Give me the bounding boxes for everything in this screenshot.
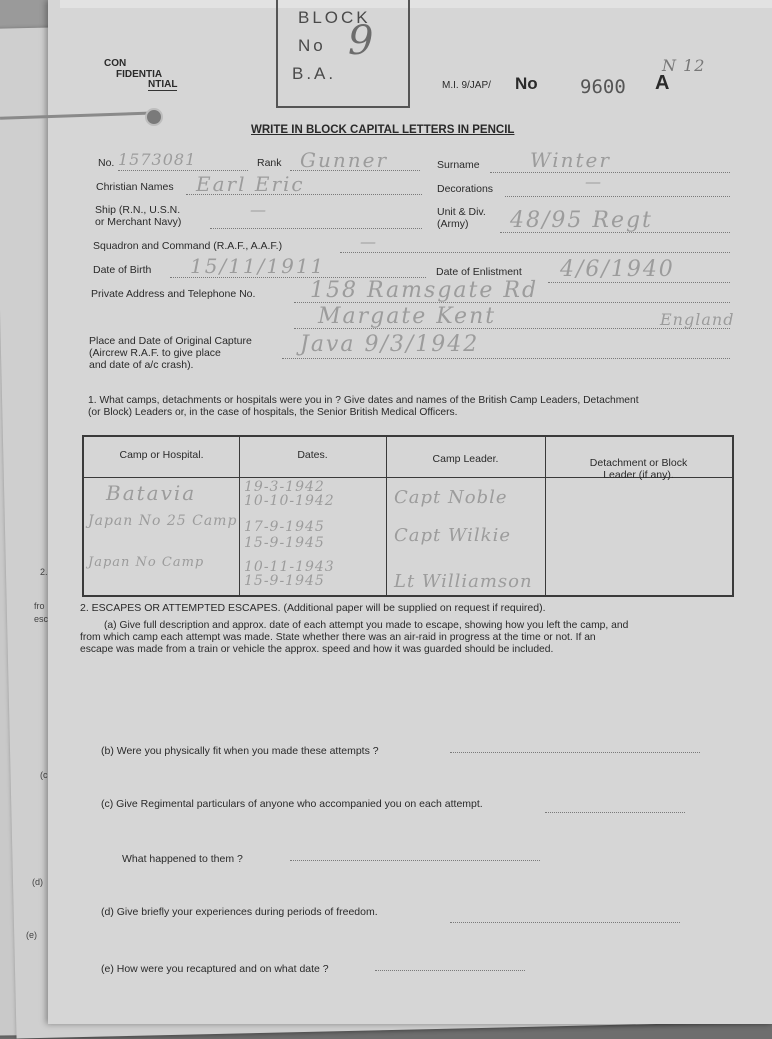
address-line-1 — [294, 302, 730, 303]
ship-value: — — [250, 200, 267, 219]
squadron-line — [340, 252, 730, 253]
col-header-camp: Camp or Hospital. — [119, 449, 204, 461]
form-no-label: No — [515, 74, 538, 93]
no-line — [118, 170, 248, 171]
answer-line-2c-followup — [290, 860, 540, 861]
question-2e: (e) How were you recaptured and on what date ? — [101, 963, 329, 975]
stamp-line3: B.A. — [292, 64, 337, 83]
unit-label-1: Unit & Div. — [437, 206, 486, 218]
decorations-line — [505, 196, 730, 197]
table-cell-leader: Lt Williamson — [394, 571, 533, 592]
surname-value: Winter — [530, 148, 611, 172]
ship-label-1: Ship (R.N., U.S.N. — [95, 204, 181, 216]
address-value-1: 158 Ramsgate Rd — [310, 278, 539, 303]
question-2d: (d) Give briefly your experiences during periods of freedom. — [101, 906, 378, 918]
punch-hole — [145, 108, 163, 126]
table-cell-dates: 15-9-1945 — [244, 535, 325, 551]
table-cell-dates: 15-9-1945 — [244, 573, 325, 589]
table-cell-leader: Capt Wilkie — [394, 525, 511, 546]
question-2a-line2: from which camp each attempt was made. State whether there was an air-raid in progress at the time or not. If an — [80, 632, 596, 643]
question-2-title: 2. ESCAPES OR ATTEMPTED ESCAPES. (Additional paper will be supplied on request if required). — [80, 602, 546, 614]
address-line-2 — [294, 328, 730, 329]
col-header-dates: Dates. — [297, 449, 328, 461]
enlistment-value: 4/6/1940 — [560, 257, 675, 282]
form-number: 9600 — [580, 76, 626, 98]
decorations-value: — — [585, 172, 602, 191]
capture-value: Java 9/3/1942 — [300, 332, 480, 357]
question-2c-followup: What happened to them ? — [122, 853, 243, 865]
capture-label-3: and date of a/c crash). — [89, 359, 194, 371]
question-2a-line1: (a) Give full description and approx. date of each attempt you made to escape, showing how you left the camp, and — [104, 620, 629, 631]
answer-line-2d — [450, 922, 680, 923]
block-stamp — [276, 0, 410, 108]
table-cell-camp: Japan No 25 Camp — [88, 513, 238, 529]
camps-table — [82, 435, 734, 597]
underlay-text-d: (d) — [32, 877, 43, 887]
no-label: No. — [98, 157, 115, 169]
classification-line3: NTIAL — [148, 79, 178, 90]
no-value: 1573081 — [118, 150, 197, 169]
question-1-line1: 1. What camps, detachments or hospitals were you in ? Give dates and names of the British Camp Leaders, Detachment — [88, 395, 639, 406]
form-letter: A — [655, 72, 670, 94]
capture-label-1: Place and Date of Original Capture — [89, 335, 252, 347]
question-2b: (b) Were you physically fit when you made these attempts ? — [101, 745, 379, 757]
stamp-line2: No — [298, 36, 326, 55]
table-cell-leader: Capt Noble — [394, 487, 508, 508]
christian-names-value: Earl Eric — [196, 172, 305, 196]
col-header-camp-leader: Camp Leader. — [432, 453, 499, 465]
underlay-text-fro: fro — [34, 601, 45, 611]
underlay-text-e: (e) — [26, 930, 37, 940]
ship-label-2: or Merchant Navy) — [95, 216, 182, 228]
stamp-number: 9 — [348, 18, 376, 64]
answer-line-2b — [450, 752, 700, 753]
capture-line — [282, 358, 730, 359]
dob-value: 15/11/1911 — [190, 254, 326, 278]
answer-line-2c — [545, 812, 685, 813]
underlay-number: 2. — [40, 567, 48, 577]
classification-line2: FIDENTIA — [116, 69, 163, 80]
capture-label-2: (Aircrew R.A.F. to give place — [89, 347, 221, 359]
table-cell-dates: 19-3-1942 — [244, 479, 325, 495]
surname-line — [490, 172, 730, 173]
question-2c: (c) Give Regimental particulars of anyone who accompanied you on each attempt. — [101, 798, 483, 810]
answer-line-2e — [375, 970, 525, 971]
ship-line — [210, 228, 422, 229]
decorations-label: Decorations — [437, 183, 494, 195]
squadron-label: Squadron and Command (R.A.F., A.A.F.) — [93, 240, 283, 252]
squadron-value: — — [360, 232, 377, 251]
unit-line — [500, 232, 730, 233]
address-value-3: England — [660, 310, 735, 329]
enlistment-line — [548, 282, 730, 283]
christian-names-label: Christian Names — [96, 181, 174, 193]
rank-value: Gunner — [300, 148, 389, 172]
form-annotation: N 12 — [662, 56, 706, 75]
surname-label: Surname — [437, 159, 480, 171]
enlistment-label: Date of Enlistment — [436, 266, 522, 278]
dob-label: Date of Birth — [93, 264, 152, 276]
col-header-detachment-1: Detachment or Block — [589, 457, 688, 469]
unit-label-2: (Army) — [437, 218, 469, 230]
table-cell-dates: 10-11-1943 — [244, 559, 335, 575]
classification-line1: CON — [104, 58, 127, 69]
table-cell-camp: Batavia — [106, 481, 197, 505]
table-cell-dates: 10-10-1942 — [244, 493, 335, 509]
table-cell-dates: 17-9-1945 — [244, 519, 325, 535]
question-1-line2: (or Block) Leaders or, in the case of hospitals, the Senior British Medical Officers. — [88, 407, 458, 418]
col-header-detachment-2: Leader (if any). — [603, 469, 674, 481]
underlay-text-esc: esc — [34, 614, 49, 624]
underlay-text-c: (c — [40, 770, 48, 780]
address-label: Private Address and Telephone No. — [91, 288, 256, 300]
christian-names-line — [186, 194, 422, 195]
unit-value: 48/95 Regt — [510, 208, 653, 233]
sheet-top-edge — [60, 0, 772, 8]
address-value-2: Margate Kent — [318, 304, 497, 329]
rank-label: Rank — [257, 157, 282, 169]
rank-line — [290, 170, 420, 171]
table-cell-camp: Japan No Camp — [88, 555, 205, 570]
form-heading: WRITE IN BLOCK CAPITAL LETTERS IN PENCIL — [251, 124, 515, 136]
stamp-line1: BLOCK — [298, 8, 371, 27]
form-code: M.I. 9/JAP/ — [442, 80, 491, 91]
question-2a-line3: escape was made from a train or vehicle the approx. speed and how it was guarded should be included. — [80, 644, 554, 655]
